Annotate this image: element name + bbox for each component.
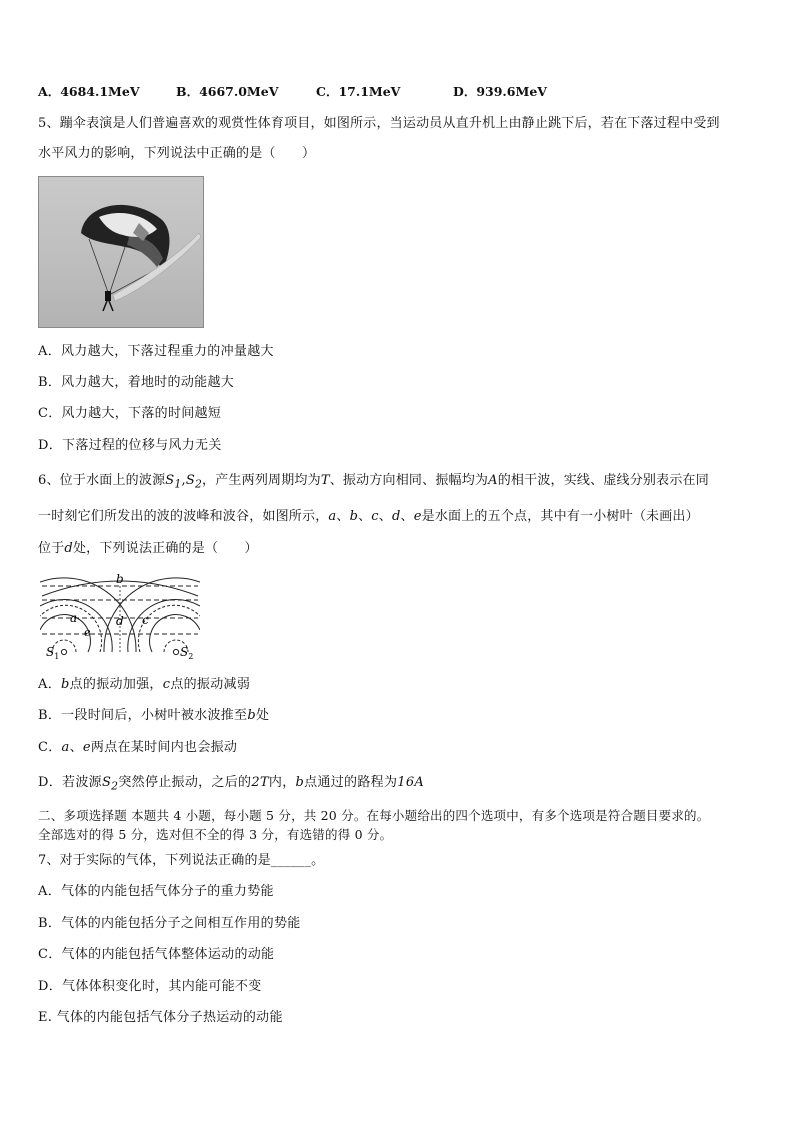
q6-s1-letter: S [165, 473, 175, 488]
wave-interference-diagram [40, 572, 200, 664]
q6-s1-sub: 1 [174, 477, 182, 491]
q7-option-c: C．气体的内能包括气体整体运动的动能 [38, 947, 275, 962]
q6-l2-e: e [413, 509, 422, 524]
fig-s2-sub: 2 [188, 652, 194, 661]
q6-s2 [185, 473, 203, 491]
q5-option-d: D．下落过程的位移与风力无关 [38, 438, 222, 453]
q6-optD-mid: 突然停止振动，之后的 [118, 775, 252, 790]
fig-label-e: e [84, 626, 91, 639]
q6-stem-line2 [38, 508, 699, 526]
q6-optC-a: a [61, 740, 70, 755]
q6-sep4: 、 [400, 509, 414, 524]
q6-optB-b: b [247, 708, 256, 723]
section2-instruction-line2: 全部选对的得 5 分，选对但不全的得 3 分，有选错的得 0 分。 [38, 827, 393, 842]
parachute-image [39, 177, 203, 327]
q6-optD-s-sub: 2 [111, 779, 119, 793]
fig-label-s2 [180, 645, 193, 661]
q6-optD-2t: 2T [251, 775, 269, 790]
q6-s1 [165, 473, 182, 491]
q7-option-a: A．气体的内能包括气体分子的重力势能 [38, 884, 274, 899]
q6-optD-b: b [295, 775, 305, 790]
q6-optA-mid: 点的振动加强， [69, 677, 163, 692]
fig-s1-letter: S [46, 645, 55, 659]
q4-choice-d: D．939.6MeV [453, 84, 547, 99]
q6-comma: , [181, 473, 186, 488]
q6-optC-post: 两点在某时间内也会振动 [90, 740, 238, 755]
q6-optB-post: 处 [255, 708, 270, 723]
q6-T: T [320, 473, 330, 488]
q4-choice-b: B．4667.0MeV [176, 84, 279, 99]
q6-optA-pre: A． [38, 677, 61, 692]
q6-optC-sep: 、 [69, 740, 83, 755]
fig-label-a: a [70, 611, 78, 625]
q6-sep1: 、 [336, 509, 350, 524]
q5-stem-line1: 5、蹦伞表演是人们普遍喜欢的观赏性体育项目，如图所示，当运动员从直升机上由静止跳下后，若在下落过程中受到 [38, 116, 720, 131]
q6-A: A [488, 473, 498, 488]
q6-l1c: 、振动方向相同、振幅均为 [329, 473, 489, 488]
fig-s1-sub: 1 [54, 652, 60, 661]
fig-s2-letter: S [180, 645, 189, 659]
q5-option-a: A．风力越大，下落过程重力的冲量越大 [38, 344, 274, 359]
fig-label-b: b [116, 572, 124, 586]
q6-l2b: 是水面上的五个点，其中有一小树叶（未画出） [421, 509, 699, 524]
q6-option-c [38, 739, 237, 757]
q6-s2-sub: 2 [194, 477, 203, 491]
q6-option-d [38, 774, 424, 796]
q6-l2-d: d [391, 509, 401, 524]
q6-l2-b: b [349, 509, 359, 524]
q4-choice-a: A．4684.1MeV [38, 84, 140, 99]
q6-optD-s2 [101, 775, 119, 793]
q6-l3-d: d [64, 541, 73, 556]
q6-optA-c: c [162, 677, 171, 692]
q6-optC-e: e [82, 740, 91, 755]
q4-choice-c: C．17.1MeV [316, 84, 401, 99]
q6-optD-mid3: 点通过的路程为 [304, 775, 398, 790]
q7-option-d: D．气体体积变化时，其内能可能不变 [38, 979, 262, 994]
q6-option-b [38, 707, 269, 725]
parachute-photo [38, 176, 204, 328]
q6-sep2: 、 [358, 509, 372, 524]
section2-instruction-line1: 二、多项选择题 本题共 4 小题，每小题 5 分，共 20 分。在每小题给出的四个选项中，有多个选项是符合题目要求的。 [38, 808, 710, 823]
q6-optC-pre: C． [38, 740, 62, 755]
q6-optB-pre: B．一段时间后，小树叶被水波推至 [38, 708, 248, 723]
q6-optD-16a: 16A [397, 775, 425, 790]
q6-l1d: 的相干波，实线、虚线分别表示在同 [497, 473, 709, 488]
q6-optD-mid2: 内， [268, 775, 296, 790]
q7-option-b: B．气体的内能包括分子之间相互作用的势能 [38, 916, 301, 931]
q7-option-e: E. 气体的内能包括气体分子热运动的动能 [38, 1010, 283, 1025]
q6-optA-post: 点的振动减弱 [170, 677, 251, 692]
q6-l1a: 6、位于水面上的波源 [38, 473, 166, 488]
q6-l2-c: c [371, 509, 379, 524]
fig-label-s1 [46, 645, 59, 661]
q6-s2-letter: S [185, 473, 195, 488]
q6-optA-b: b [61, 677, 70, 692]
q6-sep3: 、 [378, 509, 392, 524]
q5-stem-line2: 水平风力的影响，下列说法中正确的是（ ） [38, 146, 316, 161]
q6-optD-pre: D．若波源 [38, 775, 102, 790]
q6-l2-a: a [328, 509, 337, 524]
q6-l3a: 位于 [38, 541, 65, 556]
q6-option-a [38, 676, 250, 694]
q6-l3b: 处，下列说法正确的是（ ） [72, 541, 258, 556]
q6-l1b: ，产生两列周期均为 [202, 473, 321, 488]
q7-stem: 7、对于实际的气体，下列说法正确的是______。 [38, 853, 325, 868]
fig-label-c: c [142, 613, 149, 627]
q6-stem-line3 [38, 540, 258, 558]
fig-label-d: d [116, 614, 124, 628]
q6-l2a: 一时刻它们所发出的波的波峰和波谷，如图所示， [38, 509, 329, 524]
q5-option-b: B．风力越大，着地时的动能越大 [38, 375, 235, 390]
q6-stem-line1 [38, 472, 709, 494]
q6-optD-s-letter: S [101, 775, 112, 790]
q5-option-c: C．风力越大，下落的时间越短 [38, 406, 222, 421]
